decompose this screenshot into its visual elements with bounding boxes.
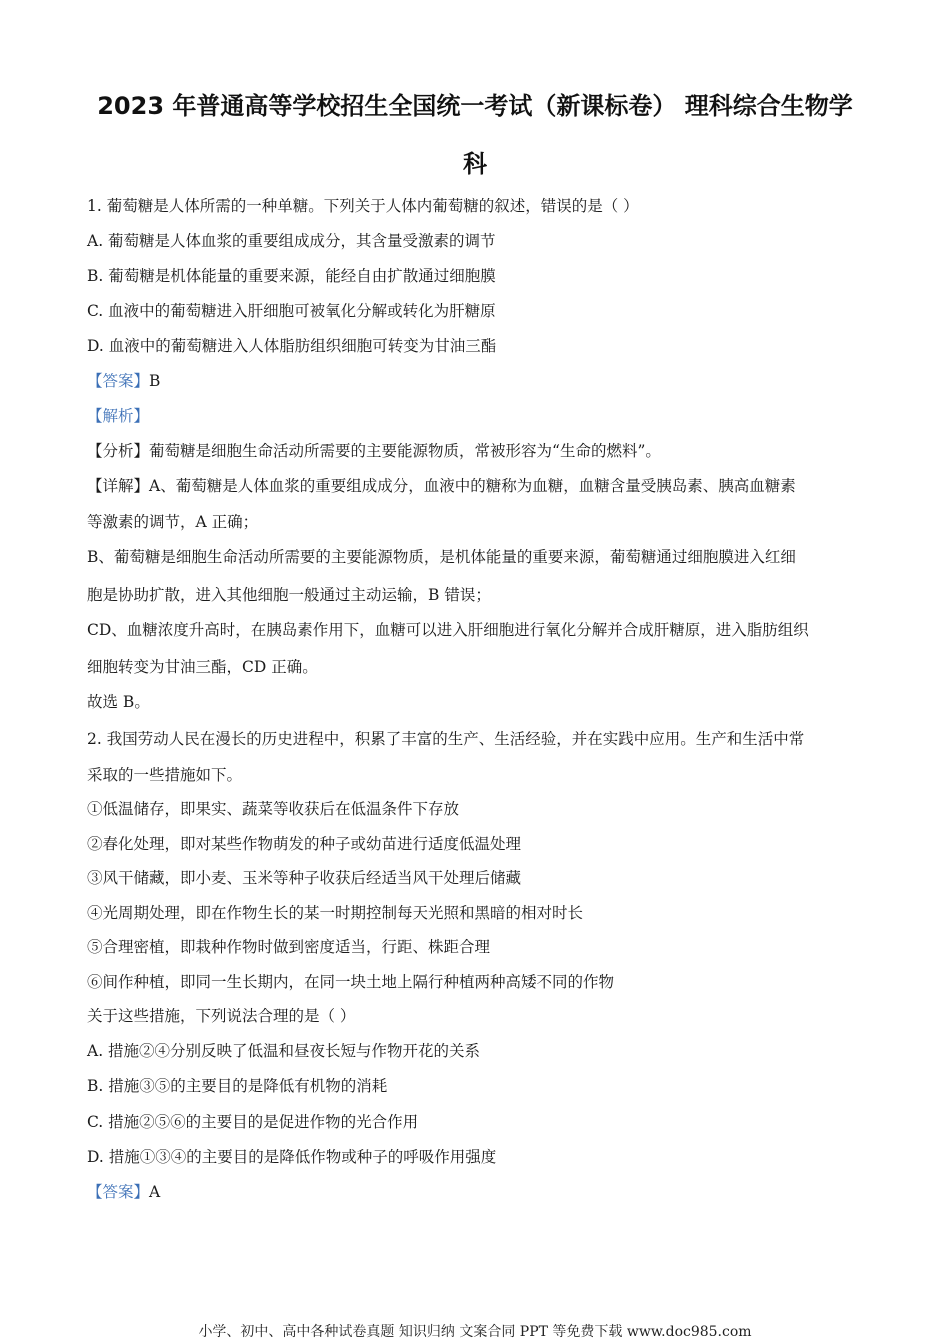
q1-option-d: D. 血液中的葡萄糖进入人体脂肪组织细胞可转变为甘油三酯 [87,337,497,355]
q1-option-c: C. 血液中的葡萄糖进入肝细胞可被氧化分解或转化为肝糖原 [87,302,496,320]
analysis-label: 【解析】 [87,407,150,425]
answer-value: A [149,1183,161,1201]
q1-option-a: A. 葡萄糖是人体血浆的重要组成成分，其含量受激素的调节 [87,232,496,250]
q2-answer [87,1182,877,1202]
page-footer: 小学、初中、高中各种试卷真题 知识归纳 文案合同 PPT 等免费下载 www.doc985.com [198,1324,752,1340]
q2-measure-5: ⑤合理密植，即栽种作物时做到密度适当，行距、株距合理 [87,938,491,956]
q2-option-d: D. 措施①③④的主要目的是降低作物或种子的呼吸作用强度 [87,1148,497,1166]
q2-stem-line-2: 采取的一些措施如下。 [87,766,243,784]
q2-question: 关于这些措施，下列说法合理的是（ ） [87,1007,356,1025]
q1-detail-line-3: B、葡萄糖是细胞生命活动所需要的主要能源物质，是机体能量的重要来源，葡萄糖通过细胞膜进入红细 [87,548,796,566]
q1-option-b: B. 葡萄糖是机体能量的重要来源，能经自由扩散通过细胞膜 [87,267,496,285]
q1-conclusion: 故选 B。 [87,693,150,711]
detail-text: A、葡萄糖是人体血浆的重要组成成分，血液中的糖称为血糖，血糖含量受胰岛素、胰高血糖素 [149,477,796,495]
q1-answer [87,371,877,391]
fenxi-text: 葡萄糖是细胞生命活动所需要的主要能源物质，常被形容为“生命的燃料”。 [149,442,661,460]
q1-fenxi [87,441,877,461]
q1-detail-line-1 [87,476,877,496]
q2-measure-6: ⑥间作种植，即同一生长期内，在同一块土地上隔行种植两种高矮不同的作物 [87,973,615,991]
q1-detail-line-4: 胞是协助扩散，进入其他细胞一般通过主动运输，B 错误； [87,586,491,604]
q1-detail-line-5: CD、血糖浓度升高时，在胰岛素作用下，血糖可以进入肝细胞进行氧化分解并合成肝糖原，进入脂肪组织 [87,621,809,639]
q1-detail-line-2: 等激素的调节，A 正确； [87,513,259,531]
q1-analysis-heading [87,406,877,426]
detail-label: 【详解】 [87,477,150,495]
q2-option-c: C. 措施②⑤⑥的主要目的是促进作物的光合作用 [87,1113,419,1131]
answer-label: 【答案】 [87,1183,150,1201]
q2-measure-3: ③风干储藏，即小麦、玉米等种子收获后经适当风干处理后储藏 [87,869,522,887]
q2-measure-2: ②春化处理，即对某些作物萌发的种子或幼苗进行适度低温处理 [87,835,522,853]
q2-stem-line-1: 2. 我国劳动人民在漫长的历史进程中，积累了丰富的生产、生活经验，并在实践中应用。生产和生活中常 [87,730,805,748]
page-title-continued: 科 [463,150,487,178]
fenxi-label: 【分析】 [87,442,150,460]
answer-value: B [149,372,161,390]
q2-measure-4: ④光周期处理，即在作物生长的某一时期控制每天光照和黑暗的相对时长 [87,904,584,922]
answer-label: 【答案】 [87,372,150,390]
q1-detail-line-6: 细胞转变为甘油三酯，CD 正确。 [87,658,318,676]
page-title: 2023 年普通高等学校招生全国统一考试（新课标卷） 理科综合生物学 [97,92,853,120]
q1-stem: 1. 葡萄糖是人体所需的一种单糖。下列关于人体内葡萄糖的叙述，错误的是（ ） [87,197,639,215]
q2-measure-1: ①低温储存，即果实、蔬菜等收获后在低温条件下存放 [87,800,460,818]
q2-option-b: B. 措施③⑤的主要目的是降低有机物的消耗 [87,1077,388,1095]
q2-option-a: A. 措施②④分别反映了低温和昼夜长短与作物开花的关系 [87,1042,481,1060]
